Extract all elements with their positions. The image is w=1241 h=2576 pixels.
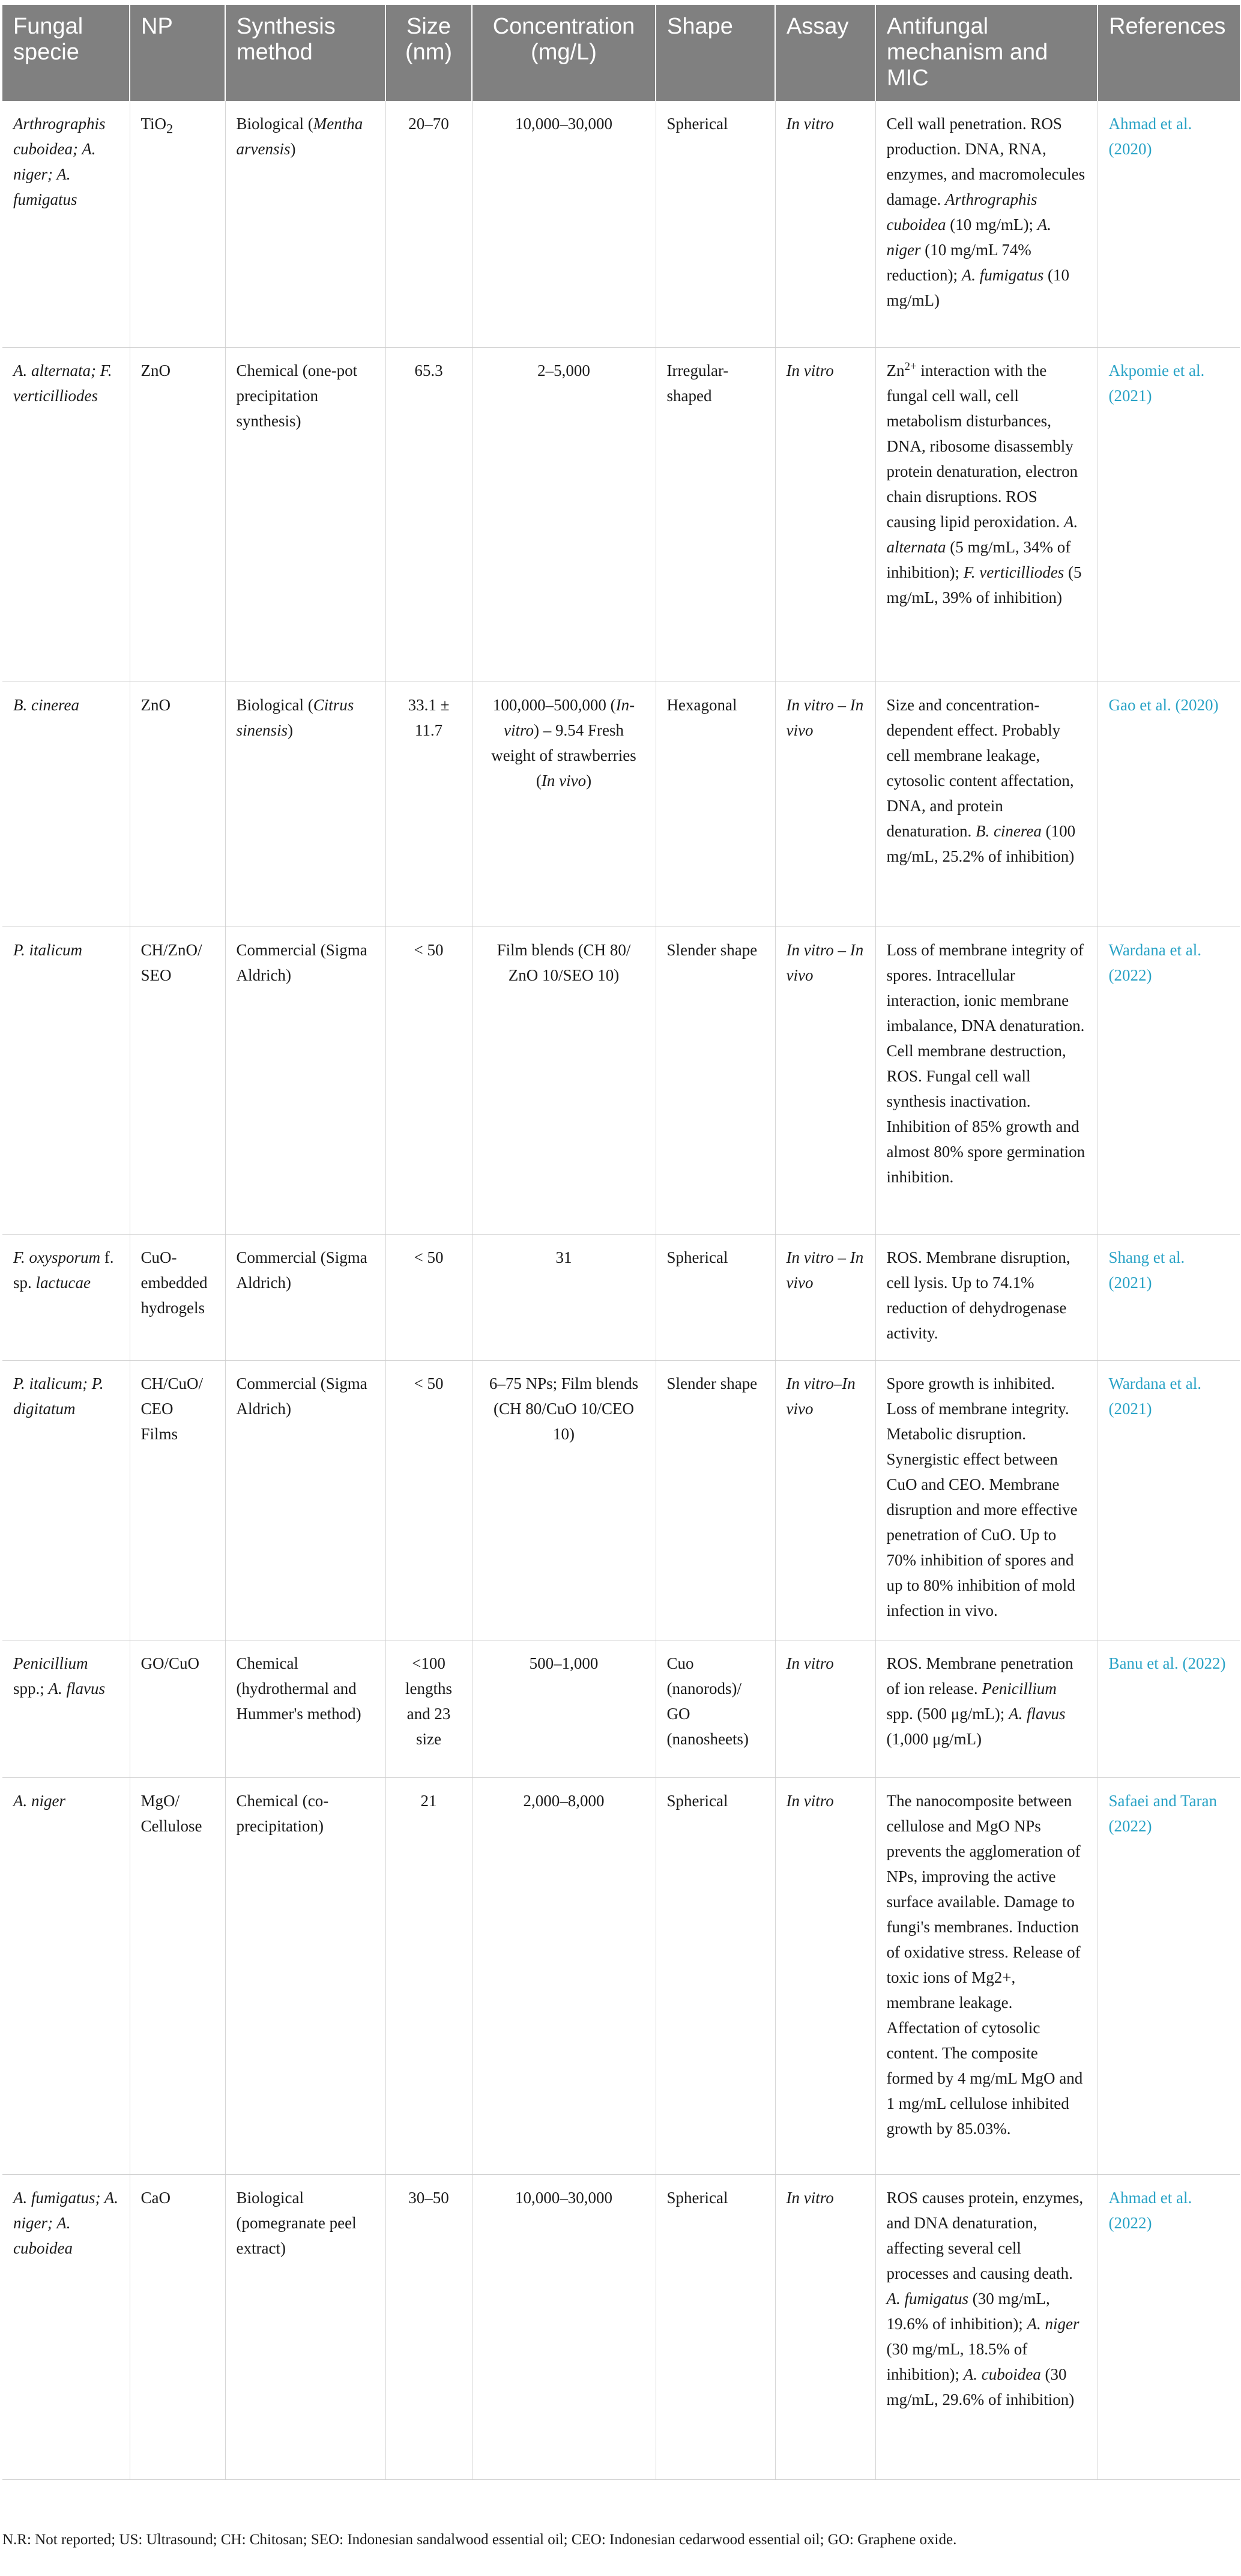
col-header-mechanism: Antifungal mechanism and MIC: [875, 5, 1098, 101]
cell-species: Arthrographis cuboidea; A. niger; A. fumigatus: [2, 101, 130, 347]
table-header-row: [2, 5, 1240, 101]
cell-reference[interactable]: [1098, 1234, 1240, 1360]
cell-reference[interactable]: [1098, 101, 1240, 347]
col-header-shape: Shape: [656, 5, 775, 101]
table-footnote: N.R: Not reported; US: Ultrasound; CH: Chitosan; SEO: Indonesian sandalwood essential oil; CEO: Indonesian cedarwood essential oil; GO: Graphene oxide.: [2, 2532, 957, 2548]
reference-link[interactable]: Banu et al. (2022): [1108, 1654, 1226, 1672]
table-row: [2, 101, 1240, 347]
cell-synthesis: Commercial (Sigma Aldrich): [225, 1360, 385, 1640]
table-row: [2, 347, 1240, 682]
cell-species: A. fumigatus; A. niger; A. cuboidea: [2, 2174, 130, 2479]
cell-mechanism: The nanocomposite between cellulose and MgO NPs prevents the agglomeration of NPs, improving the active surface available. Damage to fungi's membranes. Induction of oxidative stress. Release of toxic ions of Mg2+, membrane leakage. Affectation of cytosolic content. The composite formed by 4 mg/mL MgO and 1 mg/mL cellulose inhibited growth by 85.03%.: [875, 1777, 1098, 2174]
col-header-synthesis: Synthesis method: [225, 5, 385, 101]
cell-assay: In vitro – In vivo: [775, 927, 875, 1234]
cell-shape: Spherical: [656, 101, 775, 347]
cell-concentration: 100,000–500,000 (In-vitro) – 9.54 Fresh weight of strawberries (In vivo): [472, 682, 656, 927]
cell-np: GO/CuO: [130, 1640, 225, 1777]
table-row: [2, 927, 1240, 1234]
reference-link[interactable]: Ahmad et al. (2020): [1108, 115, 1192, 158]
cell-concentration: 2–5,000: [472, 347, 656, 682]
cell-np: TiO$_2$: [130, 101, 225, 347]
reference-link[interactable]: Gao et al. (2020): [1108, 695, 1219, 714]
reference-link[interactable]: Wardana et al. (2022): [1108, 940, 1201, 984]
cell-mechanism: Size and concentration-dependent effect. Probably cell membrane leakage, cytosolic content affectation, DNA, and protein denaturation. B. cinerea (100 mg/mL, 25.2% of inhibition): [875, 682, 1098, 927]
cell-concentration: 2,000–8,000: [472, 1777, 656, 2174]
cell-size: < 50: [385, 1360, 472, 1640]
table-row: [2, 1234, 1240, 1360]
cell-size: <100 lengths and 23 size: [385, 1640, 472, 1777]
cell-assay: In vitro – In vivo: [775, 682, 875, 927]
cell-synthesis: Biological (Citrus sinensis): [225, 682, 385, 927]
cell-shape: Spherical: [656, 1777, 775, 2174]
cell-mechanism: $Zn^{2+}$ interaction with the fungal cell wall, cell metabolism disturbances, DNA, ribosome disassembly protein denaturation, electron chain disruptions. ROS causing lipid peroxidation. A. alternata (5 mg/mL, 34% of inhibition); F. verticilliodes (5 mg/mL, 39% of inhibition): [875, 347, 1098, 682]
cell-synthesis: Biological (Mentha arvensis): [225, 101, 385, 347]
cell-size: < 50: [385, 927, 472, 1234]
cell-mechanism: ROS. Membrane penetration of ion release. Penicillium spp. (500 μg/mL); A. flavus (1,000 μg/mL): [875, 1640, 1098, 1777]
cell-mechanism: ROS causes protein, enzymes, and DNA denaturation, affecting several cell processes and causing death. A. fumigatus (30 mg/mL, 19.6% of inhibition); A. niger (30 mg/mL, 18.5% of inhibition); A. cuboidea (30 mg/mL, 29.6% of inhibition): [875, 2174, 1098, 2479]
cell-synthesis: Commercial (Sigma Aldrich): [225, 1234, 385, 1360]
cell-assay: In vitro – In vivo: [775, 1234, 875, 1360]
cell-reference[interactable]: [1098, 1640, 1240, 1777]
cell-reference[interactable]: [1098, 2174, 1240, 2479]
cell-synthesis: Chemical (co-precipitation): [225, 1777, 385, 2174]
cell-assay: In vitro: [775, 1640, 875, 1777]
cell-synthesis: Biological (pomegranate peel extract): [225, 2174, 385, 2479]
cell-concentration: 31: [472, 1234, 656, 1360]
col-header-assay: Assay: [775, 5, 875, 101]
cell-size: 21: [385, 1777, 472, 2174]
cell-np: CuO-embedded hydrogels: [130, 1234, 225, 1360]
cell-species: F. oxysporum f. sp. lactucae: [2, 1234, 130, 1360]
cell-shape: Cuo (nanorods)/ GO (nanosheets): [656, 1640, 775, 1777]
cell-species: B. cinerea: [2, 682, 130, 927]
col-header-np: NP: [130, 5, 225, 101]
cell-size: 20–70: [385, 101, 472, 347]
cell-size: 65.3: [385, 347, 472, 682]
cell-shape: Slender shape: [656, 1360, 775, 1640]
cell-assay: In vitro: [775, 347, 875, 682]
cell-np: CH/CuO/ CEO Films: [130, 1360, 225, 1640]
cell-np: ZnO: [130, 682, 225, 927]
cell-shape: Hexagonal: [656, 682, 775, 927]
cell-mechanism: Loss of membrane integrity of spores. Intracellular interaction, ionic membrane imbalance, DNA denaturation. Cell membrane destruction, ROS. Fungal cell wall synthesis inactivation. Inhibition of 85% growth and almost 80% spore germination inhibition.: [875, 927, 1098, 1234]
table-row: [2, 1360, 1240, 1640]
reference-link[interactable]: Wardana et al. (2021): [1108, 1374, 1201, 1418]
table-row: [2, 1640, 1240, 1777]
reference-link[interactable]: Safaei and Taran (2022): [1108, 1791, 1218, 1835]
cell-mechanism: ROS. Membrane disruption, cell lysis. Up to 74.1% reduction of dehydrogenase activity.: [875, 1234, 1098, 1360]
cell-reference[interactable]: [1098, 1777, 1240, 2174]
cell-reference[interactable]: [1098, 1360, 1240, 1640]
cell-assay: In vitro–In vivo: [775, 1360, 875, 1640]
cell-shape: Slender shape: [656, 927, 775, 1234]
cell-species: A. alternata; F. verticilliodes: [2, 347, 130, 682]
cell-size: < 50: [385, 1234, 472, 1360]
cell-concentration: 6–75 NPs; Film blends (CH 80/CuO 10/CEO 10): [472, 1360, 656, 1640]
cell-species: A. niger: [2, 1777, 130, 2174]
cell-np: CaO: [130, 2174, 225, 2479]
cell-concentration: 10,000–30,000: [472, 2174, 656, 2479]
cell-shape: Irregular-shaped: [656, 347, 775, 682]
cell-concentration: 10,000–30,000: [472, 101, 656, 347]
cell-assay: In vitro: [775, 2174, 875, 2479]
cell-reference[interactable]: [1098, 682, 1240, 927]
cell-size: 33.1 ± 11.7: [385, 682, 472, 927]
antifungal-nanoparticle-table: [2, 5, 1240, 2480]
reference-link[interactable]: Shang et al. (2021): [1108, 1248, 1185, 1292]
cell-species: Penicillium spp.; A. flavus: [2, 1640, 130, 1777]
cell-species: P. italicum: [2, 927, 130, 1234]
cell-reference[interactable]: [1098, 347, 1240, 682]
col-header-species: Fungal specie: [2, 5, 130, 101]
cell-shape: Spherical: [656, 2174, 775, 2479]
cell-assay: In vitro: [775, 1777, 875, 2174]
col-header-concentration: Concentration (mg/L): [472, 5, 656, 101]
col-header-references: References: [1098, 5, 1240, 101]
reference-link[interactable]: Ahmad et al. (2022): [1108, 2188, 1192, 2232]
cell-np: CH/ZnO/ SEO: [130, 927, 225, 1234]
cell-synthesis: Chemical (one-pot precipitation synthesis): [225, 347, 385, 682]
cell-species: P. italicum; P. digitatum: [2, 1360, 130, 1640]
cell-synthesis: Chemical (hydrothermal and Hummer's method): [225, 1640, 385, 1777]
cell-mechanism: Cell wall penetration. ROS production. DNA, RNA, enzymes, and macromolecules damage. Arthrographis cuboidea (10 mg/mL); A. niger (10 mg/mL 74% reduction); A. fumigatus (10 mg/mL): [875, 101, 1098, 347]
cell-concentration: Film blends (CH 80/ ZnO 10/SEO 10): [472, 927, 656, 1234]
cell-reference[interactable]: [1098, 927, 1240, 1234]
table-row: [2, 2174, 1240, 2479]
table-row: [2, 682, 1240, 927]
reference-link[interactable]: Akpomie et al. (2021): [1108, 361, 1205, 405]
cell-np: ZnO: [130, 347, 225, 682]
cell-assay: In vitro: [775, 101, 875, 347]
cell-shape: Spherical: [656, 1234, 775, 1360]
cell-mechanism: Spore growth is inhibited. Loss of membrane integrity. Metabolic disruption. Synergistic effect between CuO and CEO. Membrane disruption and more effective penetration of CuO. Up to 70% inhibition of spores and up to 80% inhibition of mold infection in vivo.: [875, 1360, 1098, 1640]
cell-np: MgO/ Cellulose: [130, 1777, 225, 2174]
col-header-size: Size (nm): [385, 5, 472, 101]
cell-size: 30–50: [385, 2174, 472, 2479]
cell-synthesis: Commercial (Sigma Aldrich): [225, 927, 385, 1234]
table-row: [2, 1777, 1240, 2174]
cell-concentration: 500–1,000: [472, 1640, 656, 1777]
